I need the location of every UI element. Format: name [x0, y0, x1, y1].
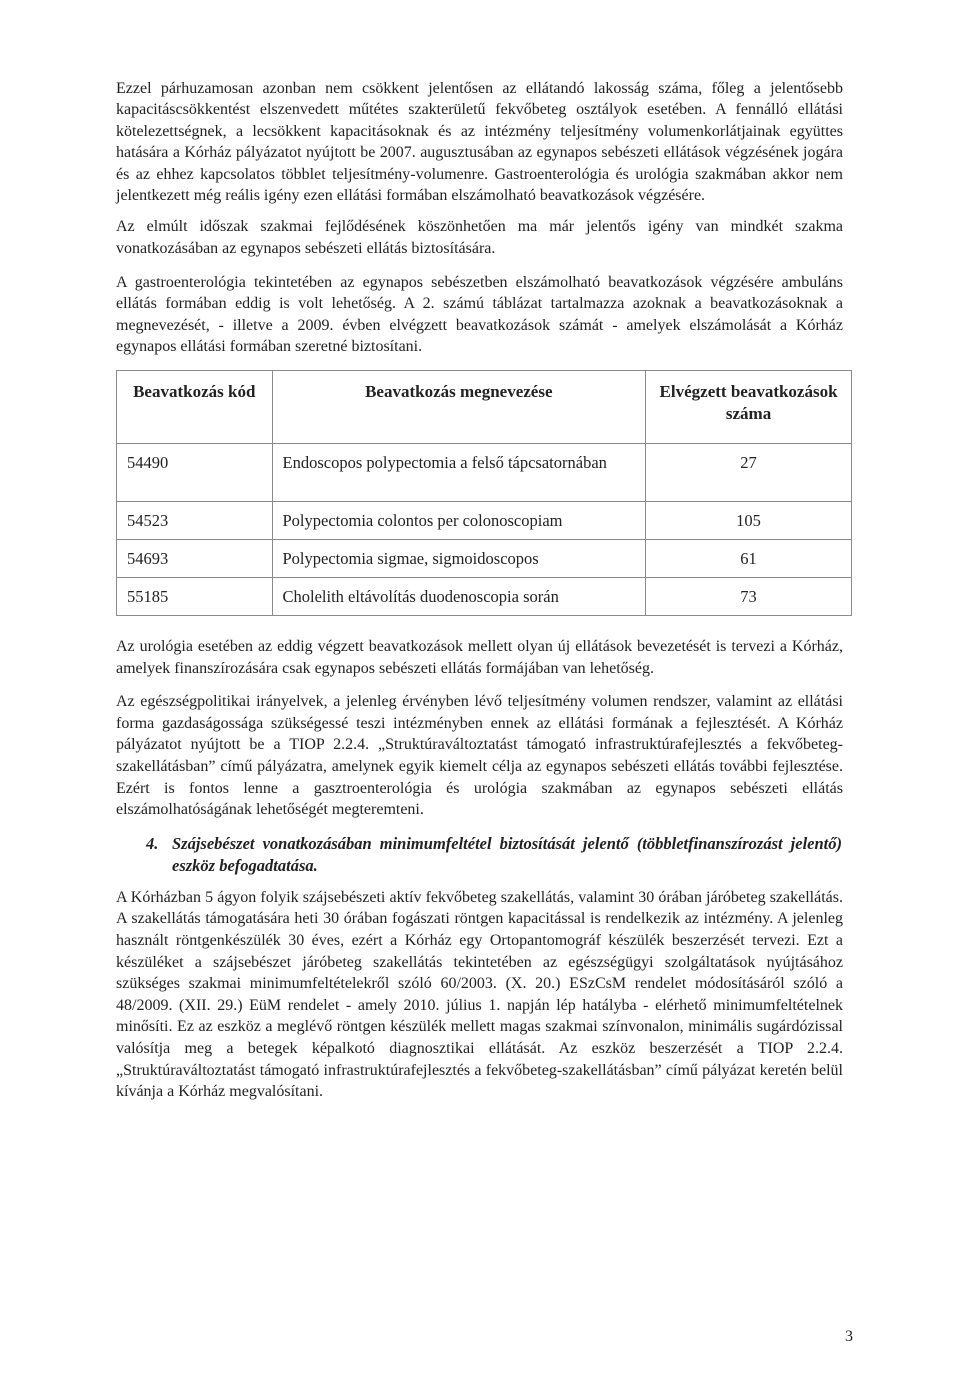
table-row [117, 502, 852, 540]
cell-count: 105 [646, 502, 852, 540]
cell-count: 61 [646, 540, 852, 578]
cell-name: Polypectomia sigmae, sigmoidoscopos [272, 540, 646, 578]
paragraph: Ezzel párhuzamosan azonban nem csökkent jelentősen az ellátandó lakosság száma, főleg a jelentősebb kapacitáscsökkentést elszenvedett műtétes szakterületű fekvőbeteg osztályok esetében. A fennálló ellátási kötelezettségnek, a lecsökkent kapacitásoknak és az intézmény teljesítmény volumenkorlátjainak együttes hatására a Kórház pályázatot nyújtott be 2007. augusztusában az egynapos sebészeti ellátások végzésének jogára és az ehhez kapcsolatos többlet teljesítmény-volumenre. Gastroenterológia és urológia szakmában akkor nem jelentkezett még reális igény ezen ellátási formában elszámolható beavatkozások végzésére. [116, 80, 843, 205]
section-number: 4. [146, 833, 159, 853]
paragraph: A Kórházban 5 ágyon folyik szájsebészeti aktív fekvőbeteg szakellátás, valamint 30 órában járóbeteg szakellátás. A szakellátás támogatására heti 30 órában fogászati röntgen kapacitással is rendelkezik az intézmény. A jelenleg használt röntgenkészülék 30 éves, ezért a Kórház egy Ortopantomográf készülék beszerzését tervezi. Ezt a készüléket a szájsebészet járóbeteg szakellátás tekintetében az egészségügyi szolgáltatások nyújtásához szükséges szakmai minimumfeltételekről szóló 60/2003. (X. 20.) ESzCsM rendelet módosításáról szóló a 48/2009. (XII. 29.) EüM rendelet - amely 2010. július 1. napján lép hatályba - elérhető minimumfeltételnek minősíti. Ez az eszköz a meglévő röntgen készülék mellett magas szakmai színvonalon, minimális sugárdózissal valósítja meg a betegek képalkotó diagnosztikai ellátását. Az eszköz beszerzését a TIOP 2.2.4. „Struktúraváltoztatást támogató infrastruktúrafejlesztés a fekvőbeteg-szakellátásban” című pályázat keretén belül kívánja a Kórház megvalósítani. [116, 888, 843, 1101]
header-count: Elvégzett beavatkozások száma [646, 371, 852, 444]
cell-count: 73 [646, 578, 852, 616]
page-content [116, 78, 843, 1115]
cell-code: 54693 [117, 540, 273, 578]
cell-name: Endoscopos polypectomia a felső tápcsatornában [272, 444, 646, 502]
section-title: Szájsebészet vonatkozásában minimumfeltétel biztosítását jelentő (többletfinanszírozást jelentő) eszköz befogadtatása. [172, 833, 842, 875]
header-name: Beavatkozás megnevezése [272, 371, 646, 444]
paragraph: Az urológia esetében az eddig végzett beavatkozások mellett olyan új ellátások bevezetését is tervezi a Kórház, amelyek finanszírozására csak egynapos sebészeti ellátás formájában van lehetőség. [116, 638, 843, 677]
header-code: Beavatkozás kód [117, 371, 273, 444]
cell-count: 27 [646, 444, 852, 502]
table-header-row [117, 371, 852, 444]
paragraph: Az elmúlt időszak szakmai fejlődésének köszönhetően ma már jelentős igény van mindkét szakma vonatkozásában az egynapos sebészeti ellátás biztosítására. [116, 218, 843, 258]
table-row [117, 540, 852, 578]
cell-name: Polypectomia colontos per colonoscopiam [272, 502, 646, 540]
table-row [117, 444, 852, 502]
paragraph: A gastroenterológia tekintetében az egynapos sebészetben elszámolható beavatkozások végzésére ambuláns ellátás formában eddig is volt lehetőség. A 2. számú táblázat tartalmazza azoknak a beavatkozásoknak a megnevezését, - illetve a 2009. évben elvégzett beavatkozások számát - amelyek elszámolását a Kórház egynapos ellátási formában szeretné biztosítani. [116, 273, 843, 356]
procedures-table [116, 370, 852, 616]
cell-code: 55185 [117, 578, 273, 616]
section-heading [116, 833, 843, 877]
paragraph: Az egészségpolitikai irányelvek, a jelenleg érvényben lévő teljesítmény volumen rendszer, valamint az ellátási forma gazdaságossága szükségessé teszi intézményben ennek az ellátási formának a fejlesztését. A Kórház pályázatot nyújtott be a TIOP 2.2.4. „Struktúraváltoztatást támogató infrastruktúrafejlesztés a fekvőbeteg-szakellátásban” című pályázatra, amelynek egyik kiemelt célja az egynapos sebészeti ellátás további fejlesztése. Ezért is fontos lenne a gasztroenterológia és urológia szakmában az egynapos sebészeti ellátás elszámolhatóságának lehetőségét megteremteni. [116, 693, 843, 819]
page-number: 3 [845, 1328, 853, 1345]
cell-code: 54523 [117, 502, 273, 540]
table-row [117, 578, 852, 616]
cell-code: 54490 [117, 444, 273, 502]
cell-name: Cholelith eltávolítás duodenoscopia során [272, 578, 646, 616]
